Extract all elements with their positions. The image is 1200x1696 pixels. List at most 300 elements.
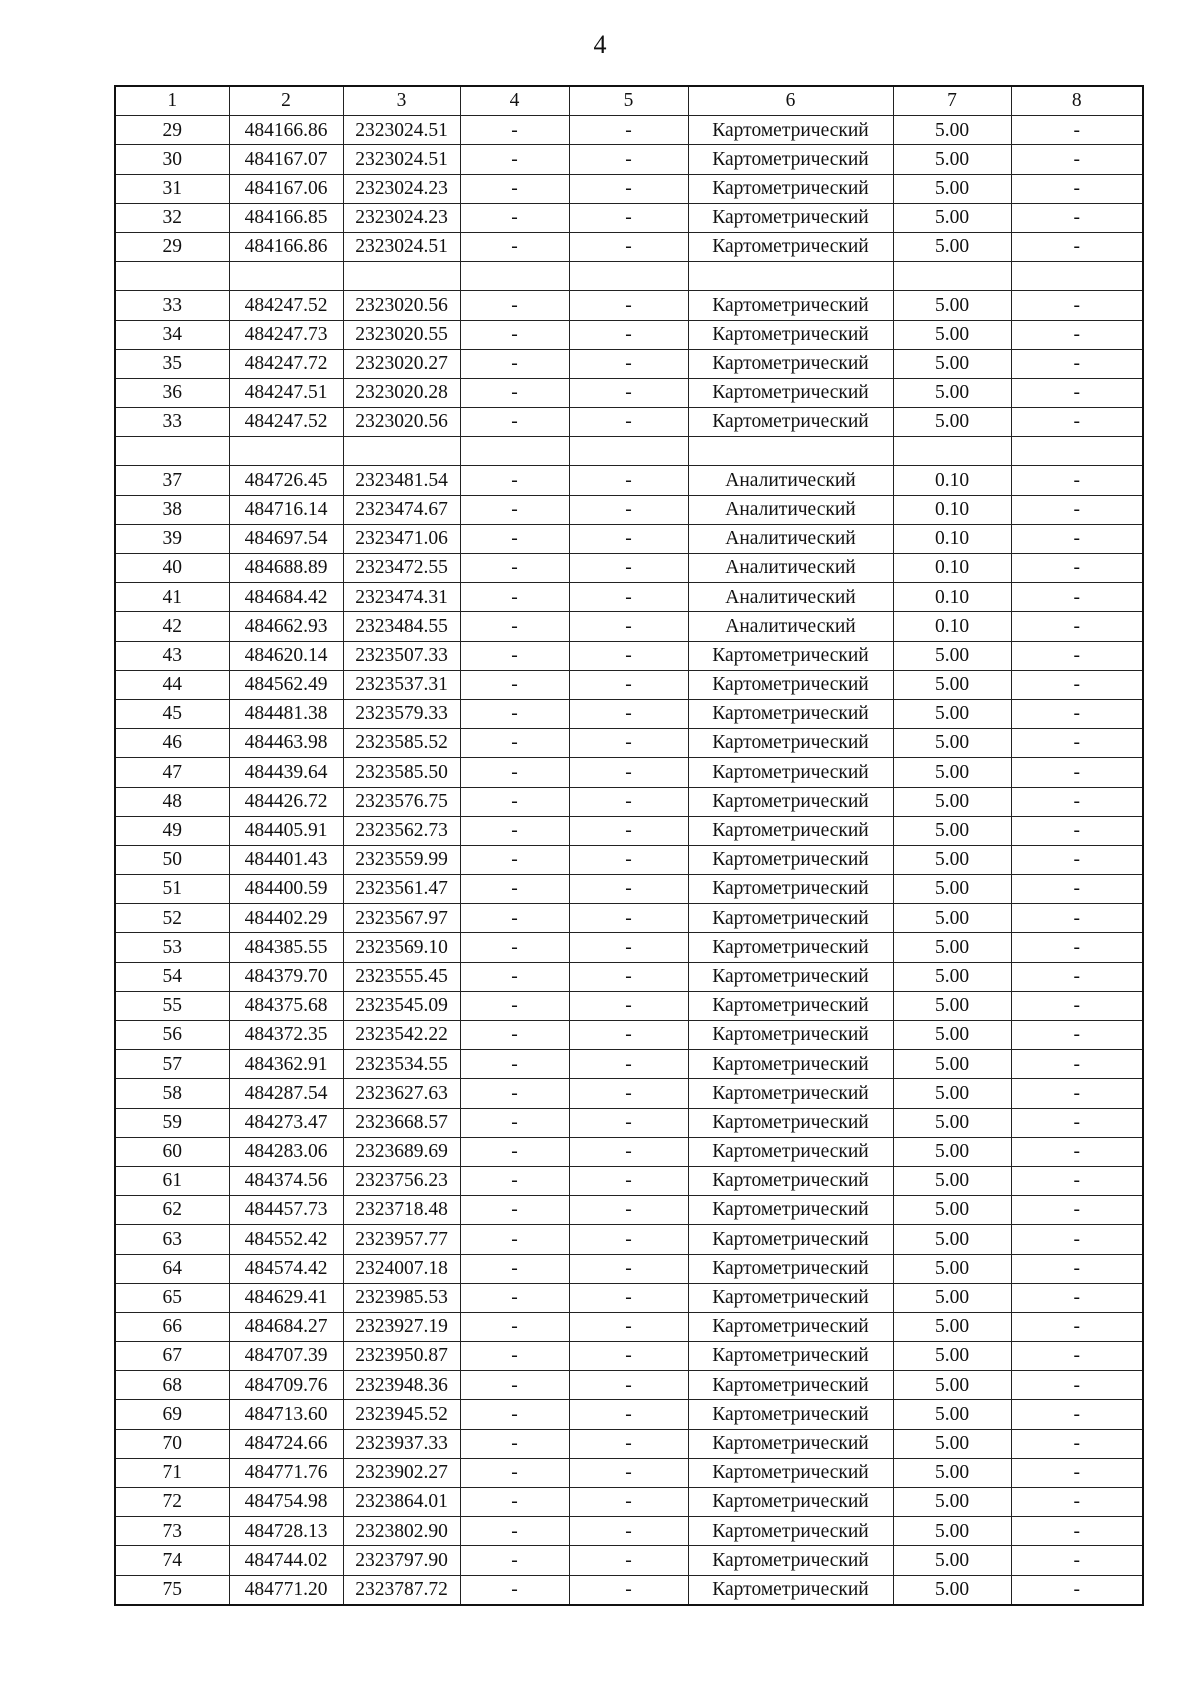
- method-cell: Картометрический: [688, 991, 893, 1020]
- col5-cell: -: [569, 174, 688, 203]
- col5-cell: -: [569, 875, 688, 904]
- col8-cell: [1011, 437, 1143, 466]
- method-cell: Картометрический: [688, 1050, 893, 1079]
- col4-cell: -: [460, 933, 569, 962]
- method-cell: Картометрический: [688, 291, 893, 320]
- col8-cell: -: [1011, 1079, 1143, 1108]
- table-row: [115, 1517, 1143, 1546]
- col5-cell: [569, 262, 688, 291]
- col8-cell: -: [1011, 466, 1143, 495]
- col5-cell: -: [569, 466, 688, 495]
- x-coordinate-cell: 484562.49: [229, 670, 343, 699]
- col8-cell: -: [1011, 816, 1143, 845]
- x-coordinate-cell: 484401.43: [229, 845, 343, 874]
- col4-cell: -: [460, 203, 569, 232]
- table-row: [115, 437, 1143, 466]
- accuracy-cell: 0.10: [893, 495, 1011, 524]
- table-row: [115, 291, 1143, 320]
- col8-cell: -: [1011, 1254, 1143, 1283]
- accuracy-cell: 5.00: [893, 729, 1011, 758]
- y-coordinate-cell: [343, 437, 460, 466]
- y-coordinate-cell: 2323020.56: [343, 291, 460, 320]
- col5-cell: -: [569, 699, 688, 728]
- point-number-cell: 41: [115, 583, 229, 612]
- col8-cell: -: [1011, 612, 1143, 641]
- x-coordinate-cell: 484457.73: [229, 1196, 343, 1225]
- col8-cell: -: [1011, 1283, 1143, 1312]
- table-row: [115, 1546, 1143, 1575]
- point-number-cell: 75: [115, 1575, 229, 1605]
- point-number-cell: 29: [115, 232, 229, 261]
- y-coordinate-cell: 2323561.47: [343, 875, 460, 904]
- col4-cell: [460, 262, 569, 291]
- table-row: [115, 729, 1143, 758]
- x-coordinate-cell: 484724.66: [229, 1429, 343, 1458]
- y-coordinate-cell: 2323945.52: [343, 1400, 460, 1429]
- col4-cell: -: [460, 670, 569, 699]
- accuracy-cell: 5.00: [893, 699, 1011, 728]
- col5-cell: -: [569, 116, 688, 145]
- col5-cell: -: [569, 232, 688, 261]
- table-row: [115, 962, 1143, 991]
- x-coordinate-cell: 484247.72: [229, 349, 343, 378]
- x-coordinate-cell: 484402.29: [229, 904, 343, 933]
- method-cell: Картометрический: [688, 1079, 893, 1108]
- col8-cell: -: [1011, 1166, 1143, 1195]
- col4-cell: -: [460, 408, 569, 437]
- accuracy-cell: 5.00: [893, 1400, 1011, 1429]
- accuracy-cell: 5.00: [893, 1517, 1011, 1546]
- point-number-cell: 34: [115, 320, 229, 349]
- y-coordinate-cell: 2323585.52: [343, 729, 460, 758]
- accuracy-cell: 5.00: [893, 787, 1011, 816]
- method-cell: Картометрический: [688, 758, 893, 787]
- method-cell: Аналитический: [688, 612, 893, 641]
- col5-cell: -: [569, 203, 688, 232]
- col8-cell: -: [1011, 145, 1143, 174]
- accuracy-cell: 5.00: [893, 1488, 1011, 1517]
- method-cell: Картометрический: [688, 1108, 893, 1137]
- point-number-cell: 74: [115, 1546, 229, 1575]
- col4-cell: -: [460, 349, 569, 378]
- x-coordinate-cell: 484247.52: [229, 291, 343, 320]
- accuracy-cell: 5.00: [893, 1342, 1011, 1371]
- accuracy-cell: 5.00: [893, 641, 1011, 670]
- point-number-cell: 61: [115, 1166, 229, 1195]
- method-cell: Картометрический: [688, 378, 893, 407]
- x-coordinate-cell: 484744.02: [229, 1546, 343, 1575]
- col8-cell: -: [1011, 232, 1143, 261]
- x-coordinate-cell: 484426.72: [229, 787, 343, 816]
- method-cell: Аналитический: [688, 554, 893, 583]
- method-cell: Картометрический: [688, 1371, 893, 1400]
- method-cell: Картометрический: [688, 1342, 893, 1371]
- x-coordinate-cell: 484629.41: [229, 1283, 343, 1312]
- point-number-cell: 31: [115, 174, 229, 203]
- method-cell: Картометрический: [688, 962, 893, 991]
- col8-cell: -: [1011, 1021, 1143, 1050]
- col4-cell: -: [460, 1575, 569, 1605]
- point-number-cell: 37: [115, 466, 229, 495]
- table-row: [115, 320, 1143, 349]
- table-row: [115, 1021, 1143, 1050]
- method-cell: Картометрический: [688, 816, 893, 845]
- col4-cell: -: [460, 554, 569, 583]
- col5-cell: -: [569, 1196, 688, 1225]
- point-number-cell: 51: [115, 875, 229, 904]
- method-cell: [688, 262, 893, 291]
- point-number-cell: 38: [115, 495, 229, 524]
- accuracy-cell: 5.00: [893, 1575, 1011, 1605]
- col5-cell: -: [569, 1283, 688, 1312]
- y-coordinate-cell: 2323562.73: [343, 816, 460, 845]
- point-number-cell: 46: [115, 729, 229, 758]
- table-row: [115, 1488, 1143, 1517]
- table-row: [115, 1108, 1143, 1137]
- x-coordinate-cell: 484372.35: [229, 1021, 343, 1050]
- method-cell: Картометрический: [688, 174, 893, 203]
- col4-cell: -: [460, 787, 569, 816]
- point-number-cell: 71: [115, 1458, 229, 1487]
- y-coordinate-cell: 2323689.69: [343, 1137, 460, 1166]
- table-row: [115, 670, 1143, 699]
- method-cell: Картометрический: [688, 729, 893, 758]
- x-coordinate-cell: [229, 262, 343, 291]
- col5-cell: -: [569, 378, 688, 407]
- y-coordinate-cell: 2323567.97: [343, 904, 460, 933]
- col8-cell: -: [1011, 1400, 1143, 1429]
- accuracy-cell: 5.00: [893, 174, 1011, 203]
- method-cell: Картометрический: [688, 1166, 893, 1195]
- table-row: [115, 1166, 1143, 1195]
- table-body: [115, 116, 1143, 1605]
- col5-cell: -: [569, 1429, 688, 1458]
- col5-cell: -: [569, 641, 688, 670]
- x-coordinate-cell: 484400.59: [229, 875, 343, 904]
- col8-cell: -: [1011, 349, 1143, 378]
- table-row: [115, 1196, 1143, 1225]
- header-cell: 3: [343, 86, 460, 116]
- col5-cell: -: [569, 991, 688, 1020]
- col4-cell: -: [460, 1458, 569, 1487]
- method-cell: Картометрический: [688, 203, 893, 232]
- table-row: [115, 612, 1143, 641]
- col4-cell: -: [460, 612, 569, 641]
- table-row: [115, 1400, 1143, 1429]
- col4-cell: -: [460, 1225, 569, 1254]
- method-cell: Картометрический: [688, 320, 893, 349]
- col4-cell: -: [460, 1050, 569, 1079]
- col4-cell: -: [460, 962, 569, 991]
- table-row: [115, 495, 1143, 524]
- col5-cell: -: [569, 1021, 688, 1050]
- point-number-cell: 47: [115, 758, 229, 787]
- col8-cell: -: [1011, 1488, 1143, 1517]
- table-row: [115, 1429, 1143, 1458]
- x-coordinate-cell: 484247.73: [229, 320, 343, 349]
- y-coordinate-cell: 2323864.01: [343, 1488, 460, 1517]
- accuracy-cell: 5.00: [893, 1371, 1011, 1400]
- accuracy-cell: 5.00: [893, 1312, 1011, 1341]
- col4-cell: -: [460, 1342, 569, 1371]
- col8-cell: -: [1011, 1429, 1143, 1458]
- x-coordinate-cell: 484574.42: [229, 1254, 343, 1283]
- point-number-cell: 35: [115, 349, 229, 378]
- point-number-cell: 44: [115, 670, 229, 699]
- col5-cell: -: [569, 1458, 688, 1487]
- point-number-cell: 32: [115, 203, 229, 232]
- accuracy-cell: 5.00: [893, 991, 1011, 1020]
- col5-cell: -: [569, 145, 688, 174]
- header-cell: 8: [1011, 86, 1143, 116]
- col8-cell: -: [1011, 1225, 1143, 1254]
- table-row: [115, 408, 1143, 437]
- col5-cell: -: [569, 1342, 688, 1371]
- col4-cell: -: [460, 729, 569, 758]
- accuracy-cell: [893, 437, 1011, 466]
- table-row: [115, 1458, 1143, 1487]
- col4-cell: -: [460, 1137, 569, 1166]
- x-coordinate-cell: 484684.42: [229, 583, 343, 612]
- x-coordinate-cell: 484716.14: [229, 495, 343, 524]
- accuracy-cell: 0.10: [893, 612, 1011, 641]
- col8-cell: -: [1011, 962, 1143, 991]
- col5-cell: -: [569, 787, 688, 816]
- col8-cell: -: [1011, 1342, 1143, 1371]
- table-row: [115, 699, 1143, 728]
- col4-cell: -: [460, 466, 569, 495]
- x-coordinate-cell: 484439.64: [229, 758, 343, 787]
- table-row: [115, 1342, 1143, 1371]
- col4-cell: -: [460, 1488, 569, 1517]
- method-cell: Картометрический: [688, 1137, 893, 1166]
- col5-cell: -: [569, 816, 688, 845]
- col8-cell: -: [1011, 495, 1143, 524]
- col8-cell: -: [1011, 1517, 1143, 1546]
- y-coordinate-cell: 2323576.75: [343, 787, 460, 816]
- col8-cell: -: [1011, 1458, 1143, 1487]
- y-coordinate-cell: 2323756.23: [343, 1166, 460, 1195]
- x-coordinate-cell: 484283.06: [229, 1137, 343, 1166]
- col5-cell: -: [569, 1108, 688, 1137]
- accuracy-cell: 5.00: [893, 1283, 1011, 1312]
- col8-cell: -: [1011, 845, 1143, 874]
- col8-cell: -: [1011, 729, 1143, 758]
- method-cell: Картометрический: [688, 1254, 893, 1283]
- accuracy-cell: 5.00: [893, 203, 1011, 232]
- col8-cell: -: [1011, 758, 1143, 787]
- col5-cell: -: [569, 1050, 688, 1079]
- method-cell: Картометрический: [688, 875, 893, 904]
- col5-cell: -: [569, 1517, 688, 1546]
- accuracy-cell: 5.00: [893, 232, 1011, 261]
- point-number-cell: 65: [115, 1283, 229, 1312]
- accuracy-cell: 5.00: [893, 1254, 1011, 1283]
- col8-cell: -: [1011, 116, 1143, 145]
- point-number-cell: 53: [115, 933, 229, 962]
- method-cell: Картометрический: [688, 408, 893, 437]
- table-row: [115, 174, 1143, 203]
- y-coordinate-cell: 2323024.23: [343, 174, 460, 203]
- y-coordinate-cell: 2323957.77: [343, 1225, 460, 1254]
- y-coordinate-cell: 2323484.55: [343, 612, 460, 641]
- x-coordinate-cell: 484620.14: [229, 641, 343, 670]
- table-row: [115, 1050, 1143, 1079]
- col8-cell: -: [1011, 991, 1143, 1020]
- method-cell: Аналитический: [688, 466, 893, 495]
- accuracy-cell: 5.00: [893, 116, 1011, 145]
- y-coordinate-cell: 2323927.19: [343, 1312, 460, 1341]
- col8-cell: -: [1011, 699, 1143, 728]
- col5-cell: [569, 437, 688, 466]
- col8-cell: -: [1011, 904, 1143, 933]
- col5-cell: -: [569, 1371, 688, 1400]
- method-cell: Картометрический: [688, 145, 893, 174]
- accuracy-cell: 0.10: [893, 583, 1011, 612]
- y-coordinate-cell: 2323542.22: [343, 1021, 460, 1050]
- col5-cell: -: [569, 1575, 688, 1605]
- table-row: [115, 875, 1143, 904]
- col4-cell: -: [460, 1021, 569, 1050]
- method-cell: Картометрический: [688, 1400, 893, 1429]
- x-coordinate-cell: 484463.98: [229, 729, 343, 758]
- header-row: [115, 86, 1143, 116]
- table-row: [115, 787, 1143, 816]
- x-coordinate-cell: 484385.55: [229, 933, 343, 962]
- point-number-cell: 30: [115, 145, 229, 174]
- accuracy-cell: 5.00: [893, 1546, 1011, 1575]
- point-number-cell: 56: [115, 1021, 229, 1050]
- accuracy-cell: 5.00: [893, 1021, 1011, 1050]
- col5-cell: -: [569, 408, 688, 437]
- point-number-cell: 66: [115, 1312, 229, 1341]
- y-coordinate-cell: 2323579.33: [343, 699, 460, 728]
- method-cell: Картометрический: [688, 1225, 893, 1254]
- method-cell: Картометрический: [688, 1312, 893, 1341]
- accuracy-cell: 5.00: [893, 904, 1011, 933]
- y-coordinate-cell: 2323474.31: [343, 583, 460, 612]
- x-coordinate-cell: 484166.86: [229, 232, 343, 261]
- y-coordinate-cell: 2323950.87: [343, 1342, 460, 1371]
- y-coordinate-cell: 2323559.99: [343, 845, 460, 874]
- method-cell: Картометрический: [688, 1283, 893, 1312]
- x-coordinate-cell: 484726.45: [229, 466, 343, 495]
- point-number-cell: 57: [115, 1050, 229, 1079]
- point-number-cell: 72: [115, 1488, 229, 1517]
- x-coordinate-cell: 484247.51: [229, 378, 343, 407]
- y-coordinate-cell: 2323507.33: [343, 641, 460, 670]
- y-coordinate-cell: 2323937.33: [343, 1429, 460, 1458]
- x-coordinate-cell: 484405.91: [229, 816, 343, 845]
- table-row: [115, 1312, 1143, 1341]
- y-coordinate-cell: 2323024.51: [343, 145, 460, 174]
- method-cell: Картометрический: [688, 1458, 893, 1487]
- col8-cell: -: [1011, 1137, 1143, 1166]
- col5-cell: -: [569, 612, 688, 641]
- col8-cell: -: [1011, 1575, 1143, 1605]
- x-coordinate-cell: 484273.47: [229, 1108, 343, 1137]
- x-coordinate-cell: 484771.76: [229, 1458, 343, 1487]
- table-row: [115, 116, 1143, 145]
- col4-cell: -: [460, 758, 569, 787]
- col5-cell: -: [569, 933, 688, 962]
- y-coordinate-cell: 2323024.23: [343, 203, 460, 232]
- table-row: [115, 758, 1143, 787]
- col8-cell: -: [1011, 524, 1143, 553]
- col5-cell: -: [569, 904, 688, 933]
- accuracy-cell: 5.00: [893, 1137, 1011, 1166]
- y-coordinate-cell: 2323020.55: [343, 320, 460, 349]
- col5-cell: -: [569, 845, 688, 874]
- accuracy-cell: 5.00: [893, 816, 1011, 845]
- col4-cell: -: [460, 845, 569, 874]
- table-row: [115, 845, 1143, 874]
- col8-cell: [1011, 262, 1143, 291]
- x-coordinate-cell: 484684.27: [229, 1312, 343, 1341]
- point-number-cell: 70: [115, 1429, 229, 1458]
- col4-cell: -: [460, 1517, 569, 1546]
- x-coordinate-cell: 484728.13: [229, 1517, 343, 1546]
- x-coordinate-cell: 484688.89: [229, 554, 343, 583]
- x-coordinate-cell: 484375.68: [229, 991, 343, 1020]
- point-number-cell: 49: [115, 816, 229, 845]
- accuracy-cell: 5.00: [893, 1225, 1011, 1254]
- table-row: [115, 554, 1143, 583]
- col4-cell: -: [460, 378, 569, 407]
- point-number-cell: 42: [115, 612, 229, 641]
- col5-cell: -: [569, 1137, 688, 1166]
- method-cell: Картометрический: [688, 1488, 893, 1517]
- method-cell: [688, 437, 893, 466]
- col8-cell: -: [1011, 320, 1143, 349]
- y-coordinate-cell: 2323585.50: [343, 758, 460, 787]
- point-number-cell: 64: [115, 1254, 229, 1283]
- col4-cell: -: [460, 1312, 569, 1341]
- y-coordinate-cell: 2323902.27: [343, 1458, 460, 1487]
- y-coordinate-cell: 2323474.67: [343, 495, 460, 524]
- accuracy-cell: 5.00: [893, 758, 1011, 787]
- method-cell: Аналитический: [688, 583, 893, 612]
- y-coordinate-cell: 2323555.45: [343, 962, 460, 991]
- point-number-cell: 33: [115, 408, 229, 437]
- point-number-cell: 39: [115, 524, 229, 553]
- point-number-cell: 67: [115, 1342, 229, 1371]
- col4-cell: -: [460, 1546, 569, 1575]
- accuracy-cell: 5.00: [893, 320, 1011, 349]
- table-row: [115, 524, 1143, 553]
- method-cell: Картометрический: [688, 232, 893, 261]
- x-coordinate-cell: 484707.39: [229, 1342, 343, 1371]
- y-coordinate-cell: 2323569.10: [343, 933, 460, 962]
- col8-cell: -: [1011, 670, 1143, 699]
- accuracy-cell: 5.00: [893, 670, 1011, 699]
- point-number-cell: [115, 262, 229, 291]
- header-cell: 2: [229, 86, 343, 116]
- table-row: [115, 1137, 1143, 1166]
- col4-cell: -: [460, 291, 569, 320]
- y-coordinate-cell: 2323534.55: [343, 1050, 460, 1079]
- col5-cell: -: [569, 291, 688, 320]
- y-coordinate-cell: 2323024.51: [343, 232, 460, 261]
- x-coordinate-cell: 484166.86: [229, 116, 343, 145]
- col4-cell: -: [460, 875, 569, 904]
- method-cell: Картометрический: [688, 670, 893, 699]
- table-row: [115, 583, 1143, 612]
- col4-cell: -: [460, 1371, 569, 1400]
- y-coordinate-cell: 2323797.90: [343, 1546, 460, 1575]
- y-coordinate-cell: 2323024.51: [343, 116, 460, 145]
- col5-cell: -: [569, 962, 688, 991]
